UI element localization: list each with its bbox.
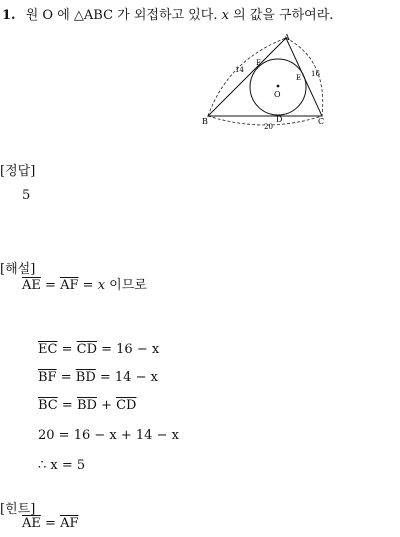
label-bc-length: 20 [264, 123, 273, 131]
line2-rhs: = 16 − x [101, 342, 160, 357]
plus-sign: + [101, 398, 112, 413]
segment-cd: $\overline{CD}$ [76, 342, 97, 357]
triangle-abc [208, 38, 322, 116]
segment-ec: $\overline{EC}$ [38, 342, 58, 357]
segment-af: $\overline{AF}$ [60, 278, 79, 293]
label-d: D [276, 115, 283, 124]
problem-text-before: 원 O 에 △ABC 가 외접하고 있다. [25, 8, 218, 23]
label-b: B [202, 117, 208, 126]
line3-rhs: = 14 − x [99, 370, 158, 385]
solution-line-1 [22, 274, 147, 293]
label-f: F [256, 59, 261, 67]
problem-variable: x [221, 8, 229, 23]
hint-line [22, 516, 79, 531]
problem-text-after: 의 값을 구하여라. [233, 8, 334, 23]
answer-value: 5 [22, 188, 31, 203]
segment-cd-2: $\overline{CD}$ [116, 398, 137, 413]
center-point [277, 85, 280, 88]
answer-heading: [정답] [0, 164, 36, 179]
label-ab-length: 14 [235, 66, 244, 74]
solution-line-4: $\overline{BC} = \overline{BD} + \overline{CD}$ [38, 398, 137, 413]
incircle-figure [198, 30, 334, 136]
problem-number: 1. [2, 8, 16, 23]
hint-heading: [힌트] [0, 502, 36, 517]
equals-1: = [45, 278, 56, 293]
solution-line-3: $\overline{BF} = \overline{BD} = 14 - x$ [38, 370, 158, 385]
hint-segment-af: $\overline{AF}$ [60, 516, 79, 531]
label-e: E [296, 74, 302, 82]
problem-statement [2, 4, 333, 23]
segment-bd-2: $\overline{BD}$ [76, 398, 97, 413]
label-o: O [274, 90, 281, 99]
segment-bd: $\overline{BD}$ [75, 370, 96, 385]
solution-line-2: $\overline{EC} = \overline{CD} = 16 - x$ [38, 342, 160, 357]
variable-x: x [97, 278, 106, 293]
line1-tail: 이므로 [109, 278, 147, 293]
solution-line-5: 20 = 16 − x + 14 − x [38, 428, 179, 443]
solution-heading: [해설] [0, 262, 36, 277]
equals-2: = [82, 278, 94, 293]
segment-bf: $\overline{BF}$ [38, 370, 57, 385]
label-c: C [318, 117, 325, 126]
hint-equals: = [45, 516, 56, 531]
label-a: A [284, 33, 290, 42]
segment-ae: $\overline{AE}$ [22, 278, 41, 293]
segment-bc: $\overline{BC}$ [38, 398, 58, 413]
hint-segment-ae: $\overline{AE}$ [22, 516, 41, 531]
label-ac-length: 16 [311, 70, 320, 78]
solution-line-6: ∴ x = 5 [38, 458, 86, 473]
